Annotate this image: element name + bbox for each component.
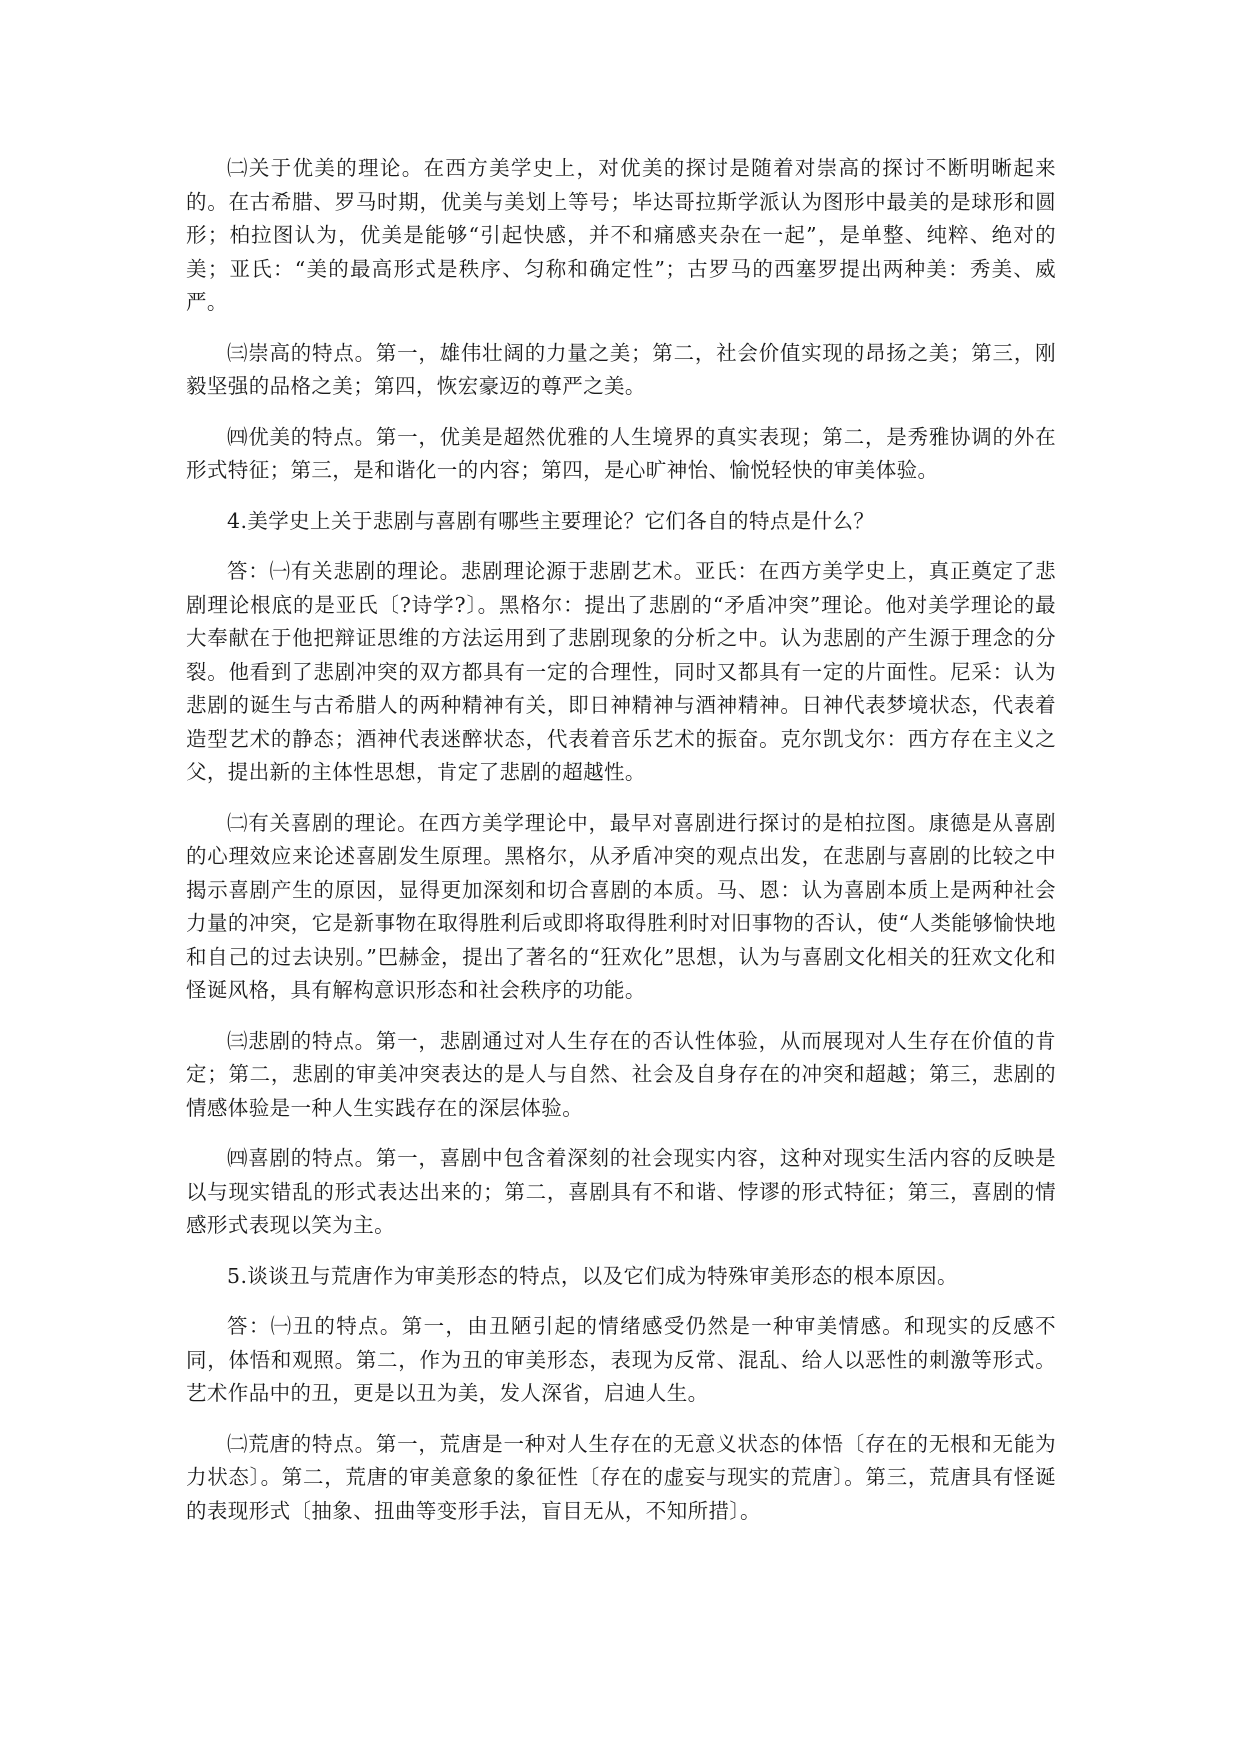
paragraph-sublime-features: ㈢崇高的特点。第一，雄伟壮阔的力量之美；第二，社会价值实现的昂扬之美；第三，刚毅坚强的品格之美；第四，恢宏豪迈的尊严之美。 [186,340,1056,398]
paragraph-beauty-features: ㈣优美的特点。第一，优美是超然优雅的人生境界的真实表现；第二，是秀雅协调的外在形式特征；第三，是和谐化一的内容；第四，是心旷神怡、愉悦轻快的审美体验。 [186,424,1056,482]
question-5: 5.谈谈丑与荒唐作为审美形态的特点，以及它们成为特殊审美形态的根本原因。 [227,1263,958,1288]
paragraph-comedy-features: ㈣喜剧的特点。第一，喜剧中包含着深刻的社会现实内容，这种对现实生活内容的反映是以与现实错乱的形式表达出来的；第二，喜剧具有不和谐、悖谬的形式特征；第三，喜剧的情感形式表现以笑为主。 [186,1146,1056,1237]
paragraph-ugliness-features: 答：㈠丑的特点。第一，由丑陋引起的情绪感受仍然是一种审美情感。和现实的反感不同，体悟和观照。第二，作为丑的审美形态，表现为反常、混乱、给人以恶性的刺激等形式。艺术作品中的丑，更是以丑为美，发人深省，启迪人生。 [186,1314,1056,1405]
paragraph-tragedy-features: ㈢悲剧的特点。第一，悲剧通过对人生存在的否认性体验，从而展现对人生存在价值的肯定；第二，悲剧的审美冲突表达的是人与自然、社会及自身存在的冲突和超越；第三，悲剧的情感体验是一种人生实践存在的深层体验。 [186,1028,1056,1120]
paragraph-tragedy-theory: 答：㈠有关悲剧的理论。悲剧理论源于悲剧艺术。亚氏：在西方美学史上，真正奠定了悲剧理论根底的是亚氏〔?诗学?〕。黑格尔：提出了悲剧的“矛盾冲突”理论。他对美学理论的最大奉献在于他把辩证思维的方法运用到了悲剧现象的分析之中。认为悲剧的产生源于理念的分裂。他看到了悲剧冲突的双方都具有一定的合理性，同时又都具有一定的片面性。尼采：认为悲剧的诞生与古希腊人的两种精神有关，即日神精神与酒神精神。日神代表梦境状态，代表着造型艺术的静态；酒神代表迷醉状态，代表着音乐艺术的振奋。克尔凯戈尔：西方存在主义之父，提出新的主体性思想，肯定了悲剧的超越性。 [186,559,1056,784]
document-body [186,152,1056,1545]
paragraph-absurdity-features: ㈡荒唐的特点。第一，荒唐是一种对人生存在的无意义状态的体悟〔存在的无根和无能为力状态〕。第二，荒唐的审美意象的象征性〔存在的虚妄与现实的荒唐〕。第三，荒唐具有怪诞的表现形式〔抽象、扭曲等变形手法，盲目无从，不知所措〕。 [186,1431,1056,1523]
question-4: 4.美学史上关于悲剧与喜剧有哪些主要理论？它们各自的特点是什么？ [227,508,875,533]
paragraph-comedy-theory: ㈡有关喜剧的理论。在西方美学理论中，最早对喜剧进行探讨的是柏拉图。康德是从喜剧的心理效应来论述喜剧发生原理。黑格尔，从矛盾冲突的观点出发，在悲剧与喜剧的比较之中揭示喜剧产生的原因，显得更加深刻和切合喜剧的本质。马、恩：认为喜剧本质上是两种社会力量的冲突，它是新事物在取得胜利后或即将取得胜利时对旧事物的否认，使“人类能够愉快地和自己的过去诀别。”巴赫金，提出了著名的“狂欢化”思想，认为与喜剧文化相关的狂欢文化和怪诞风格，具有解构意识形态和社会秩序的功能。 [186,810,1056,1002]
paragraph-beauty-theory: ㈡关于优美的理论。在西方美学史上，对优美的探讨是随着对崇高的探讨不断明晰起来的。在古希腊、罗马时期，优美与美划上等号；毕达哥拉斯学派认为图形中最美的是球形和圆形；柏拉图认为，优美是能够“引起快感，并不和痛感夹杂在一起”，是单整、纯粹、绝对的美；亚氏：“美的最高形式是秩序、匀称和确定性”；古罗马的西塞罗提出两种美：秀美、威严。 [186,156,1056,314]
